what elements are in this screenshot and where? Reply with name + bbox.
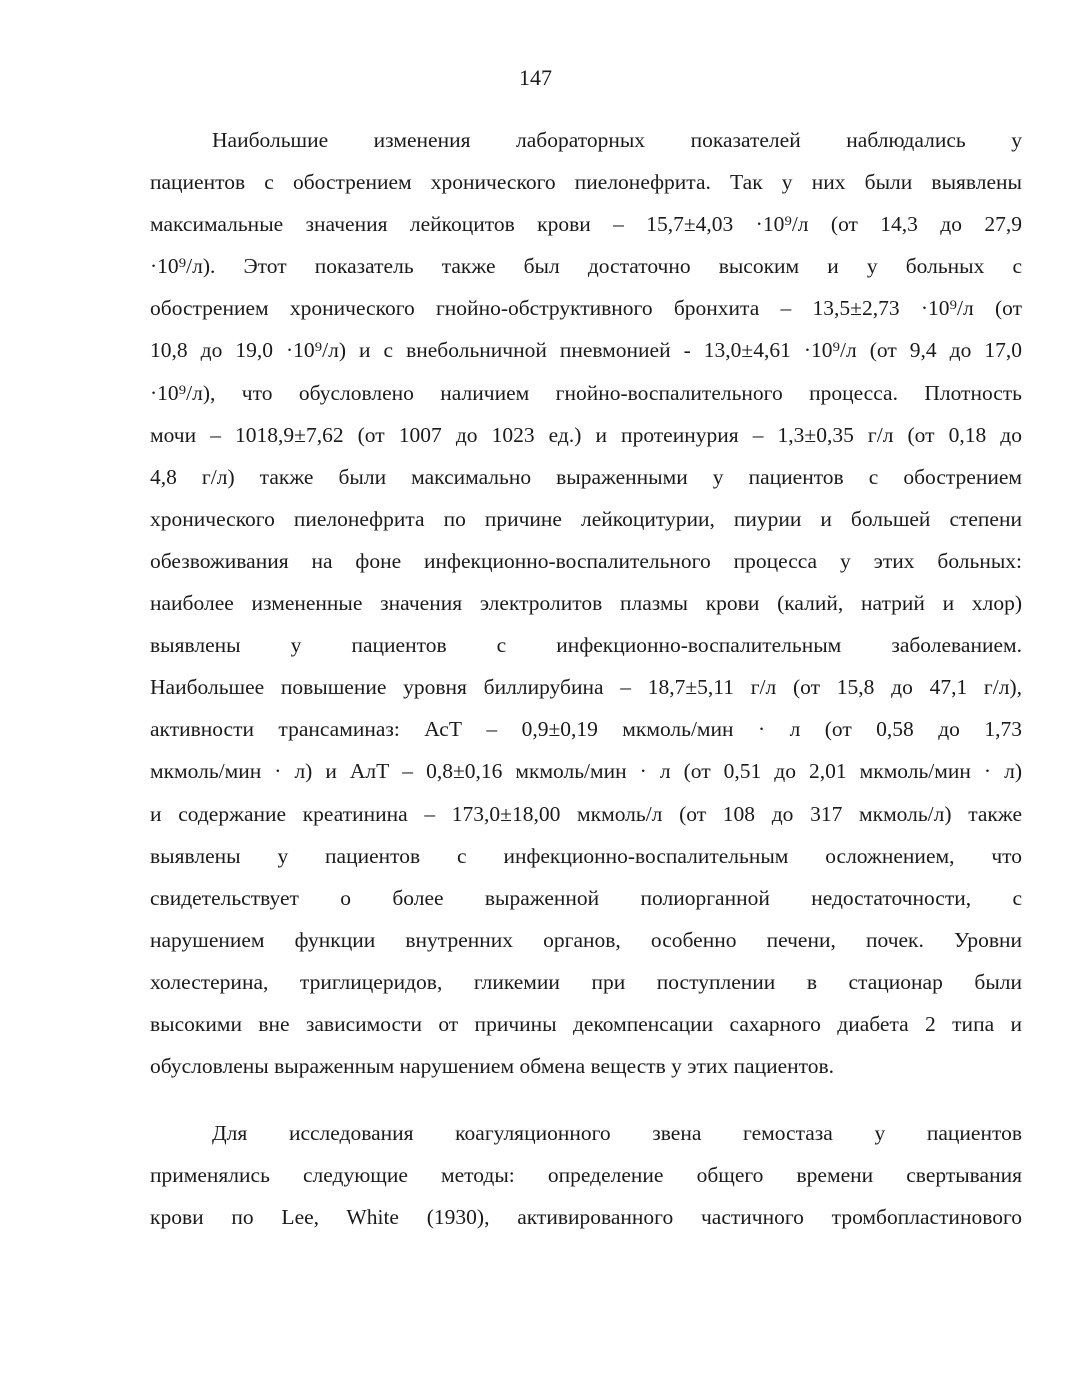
text-line: максимальные значения лейкоцитов крови – 15,7±4,03 ·10⁹/л (от 14,3 до 27,9 <box>150 212 1022 237</box>
text-line: активности трансаминаз: АсТ – 0,9±0,19 мкмоль/мин · л (от 0,58 до 1,73 <box>150 717 1022 742</box>
paragraph-hemostasis-methods <box>150 1112 1022 1238</box>
text-line: выявлены у пациентов с инфекционно-воспалительным заболеванием. <box>150 633 1022 658</box>
text-line: 4,8 г/л) также были максимально выраженными у пациентов с обострением <box>150 464 1022 489</box>
page-number: 147 <box>519 65 552 90</box>
text-line: обострением хронического гнойно-обструктивного бронхита – 13,5±2,73 ·10⁹/л (от <box>150 296 1022 321</box>
text-line: нарушением функции внутренних органов, особенно печени, почек. Уровни <box>150 927 1022 952</box>
text-line: мочи – 1018,9±7,62 (от 1007 до 1023 ед.) и протеинурия – 1,3±0,35 г/л (от 0,18 до <box>150 422 1022 447</box>
text-line: и содержание креатинина – 173,0±18,00 мкмоль/л (от 108 до 317 мкмоль/л) также <box>150 801 1022 826</box>
text-line: хронического пиелонефрита по причине лейкоцитурии, пиурии и большей степени <box>150 506 1022 531</box>
text-line: выявлены у пациентов с инфекционно-воспалительным осложнением, что <box>150 843 1022 868</box>
text-line: пациентов с обострением хронического пиелонефрита. Так у них были выявлены <box>150 170 1022 195</box>
text-line: Наибольшие изменения лабораторных показателей наблюдались у <box>212 128 1022 152</box>
text-line: холестерина, триглицеридов, гликемии при поступлении в стационар были <box>150 969 1022 994</box>
text-line: Наибольшее повышение уровня биллирубина – 18,7±5,11 г/л (от 15,8 до 47,1 г/л), <box>150 675 1022 700</box>
text-line: наиболее измененные значения электролитов плазмы крови (калий, натрий и хлор) <box>150 591 1022 616</box>
text-line: Для исследования коагуляционного звена гемостаза у пациентов <box>212 1121 1022 1145</box>
paragraph-lab-results <box>150 119 1022 1087</box>
text-line: 10,8 до 19,0 ·10⁹/л) и с внебольничной пневмонией - 13,0±4,61 ·10⁹/л (от 9,4 до 17,0 <box>150 338 1022 363</box>
text-line: свидетельствует о более выраженной полиорганной недостаточности, с <box>150 885 1022 910</box>
text-line: крови по Lee, White (1930), активированного частичного тромбопластинового <box>150 1205 1022 1230</box>
text-line: мкмоль/мин · л) и АлТ – 0,8±0,16 мкмоль/мин · л (от 0,51 до 2,01 мкмоль/мин · л) <box>150 759 1022 784</box>
text-line: обусловлены выраженным нарушением обмена веществ у этих пациентов. <box>150 1054 835 1079</box>
text-line: высокими вне зависимости от причины декомпенсации сахарного диабета 2 типа и <box>150 1011 1022 1036</box>
text-line: ·10⁹/л), что обусловлено наличием гнойно-воспалительного процесса. Плотность <box>150 380 1022 405</box>
text-line: применялись следующие методы: определение общего времени свертывания <box>150 1163 1022 1188</box>
text-line: ·10⁹/л). Этот показатель также был достаточно высоким и у больных с <box>150 254 1022 279</box>
text-line: обезвоживания на фоне инфекционно-воспалительного процесса у этих больных: <box>150 548 1022 573</box>
